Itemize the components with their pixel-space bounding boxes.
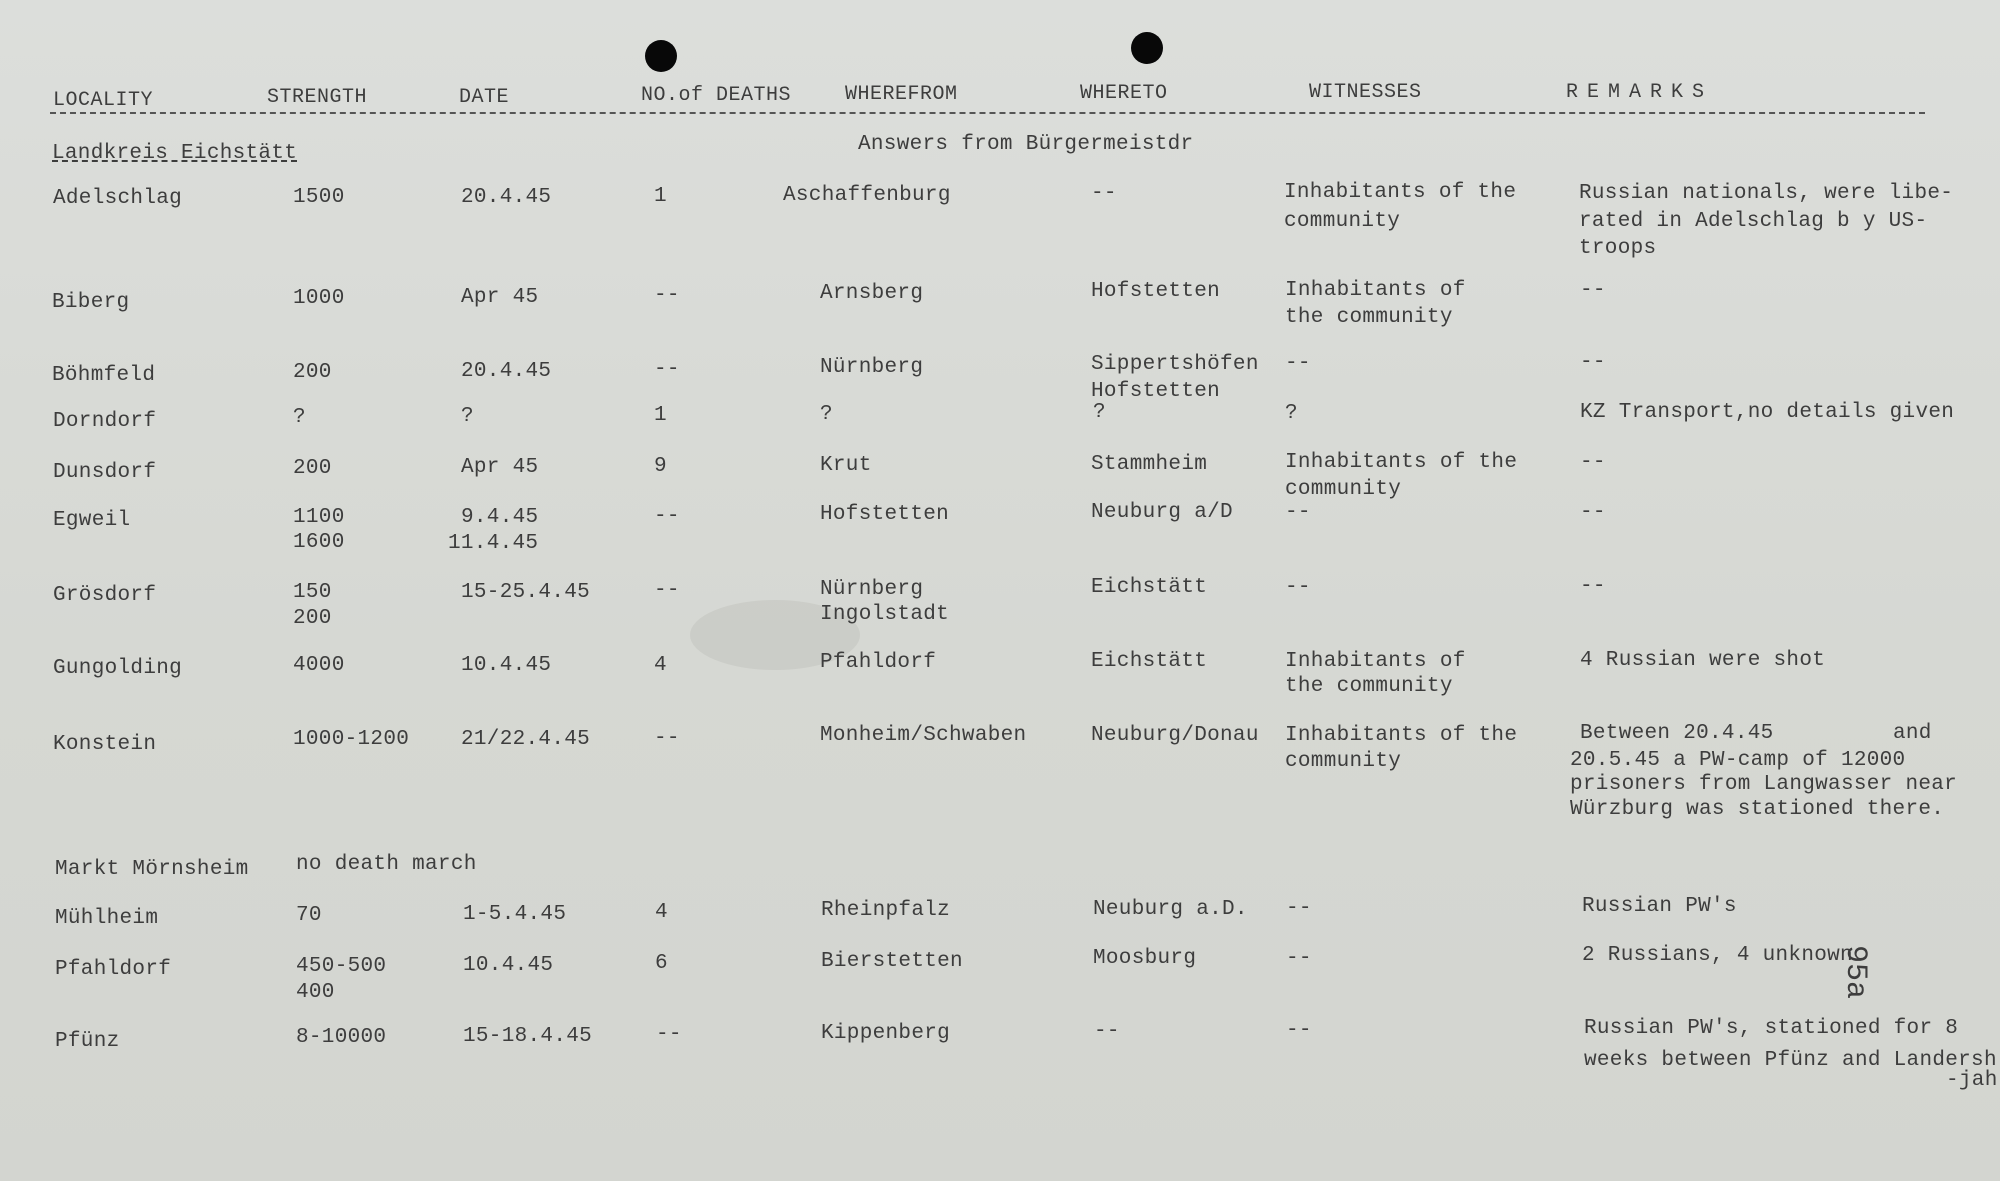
cell-deaths: 6 — [655, 952, 668, 975]
cell-remarks-line4: Würzburg was stationed there. — [1570, 798, 1945, 821]
cell-locality: Pfahldorf — [55, 958, 172, 981]
cell-date-line2: 11.4.45 — [448, 532, 539, 555]
cell-date: 10.4.45 — [463, 954, 554, 977]
col-header-strength: STRENGTH — [267, 86, 368, 109]
cell-date: 20.4.45 — [461, 360, 552, 383]
cell-locality: Egweil — [53, 509, 131, 532]
cell-wherefrom: Nürnberg — [820, 356, 924, 379]
cell-strength: 150 — [293, 581, 332, 604]
cell-date: 10.4.45 — [461, 654, 552, 677]
cell-whereto: Stammheim — [1091, 453, 1208, 476]
cell-remarks-line2: rated in Adelschlag b y US- — [1579, 210, 1928, 233]
cell-wherefrom: Krut — [820, 454, 872, 477]
page-number-stamp: 95a — [1838, 945, 1872, 1000]
cell-witnesses: Inhabitants of the — [1285, 724, 1518, 747]
cell-strength: ? — [293, 406, 306, 429]
cell-date: 1-5.4.45 — [463, 903, 567, 926]
cell-witnesses: -- — [1285, 501, 1311, 524]
cell-remarks-and: and — [1893, 722, 1932, 745]
cell-remarks-line3: troops — [1579, 237, 1657, 260]
cell-remarks-line2: 20.5.45 a PW-camp of 12000 — [1570, 749, 1906, 772]
cell-whereto: Moosburg — [1093, 947, 1197, 970]
cell-remarks: -- — [1580, 575, 1606, 598]
cell-witnesses: Inhabitants of — [1285, 650, 1466, 673]
col-header-witnesses: WITNESSES — [1309, 81, 1422, 104]
cell-strength: 450-500 — [296, 955, 387, 978]
cell-date: Apr 45 — [461, 456, 539, 479]
cell-whereto: ? — [1093, 401, 1106, 424]
cell-wherefrom: Monheim/Schwaben — [820, 724, 1027, 747]
cell-deaths: 1 — [654, 404, 667, 427]
cell-locality: Adelschlag — [53, 187, 183, 210]
cell-remarks: 2 Russians, 4 unknown — [1582, 944, 1853, 967]
cell-witnesses: ? — [1285, 402, 1298, 425]
cell-deaths: -- — [654, 358, 680, 381]
cell-locality: Dunsdorf — [53, 461, 157, 484]
cell-whereto: Sippertshöfen — [1091, 353, 1259, 376]
punch-hole-left — [645, 40, 677, 72]
cell-deaths: -- — [654, 284, 680, 307]
cell-remarks: 4 Russian were shot — [1580, 649, 1826, 672]
cell-wherefrom: ? — [820, 403, 833, 426]
col-header-date: DATE — [459, 86, 510, 109]
cell-strength: 1100 — [293, 506, 345, 529]
cell-whereto: Eichstätt — [1091, 650, 1208, 673]
cell-strength: 70 — [296, 904, 322, 927]
cell-witnesses: -- — [1286, 947, 1312, 970]
cell-whereto: -- — [1094, 1020, 1120, 1043]
cell-remarks: Russian PW's — [1582, 895, 1737, 918]
cell-locality: Biberg — [52, 291, 130, 314]
cell-deaths: 9 — [654, 455, 667, 478]
cell-deaths: -- — [654, 579, 680, 602]
cell-date: 15-18.4.45 — [463, 1025, 593, 1048]
cell-witnesses: -- — [1285, 576, 1311, 599]
cell-whereto: Neuburg a/D — [1091, 501, 1233, 524]
cell-deaths: 4 — [654, 654, 667, 677]
cell-witnesses: Inhabitants of the — [1284, 181, 1517, 204]
cell-strength: no death march — [296, 853, 477, 876]
cell-remarks: -- — [1580, 279, 1606, 302]
cell-locality: Markt Mörnsheim — [55, 858, 249, 881]
cell-locality: Pfünz — [55, 1030, 120, 1053]
cell-witnesses: Inhabitants of the — [1285, 451, 1518, 474]
cell-remarks-line3: -jah — [1946, 1069, 1998, 1092]
cell-whereto: Neuburg/Donau — [1091, 724, 1259, 747]
cell-whereto: Eichstätt — [1091, 576, 1208, 599]
cell-whereto-line2: Hofstetten — [1091, 380, 1221, 403]
cell-strength: 8-10000 — [296, 1026, 387, 1049]
col-header-deaths: NO.of DEATHS — [641, 84, 792, 107]
cell-strength: 4000 — [293, 654, 345, 677]
cell-deaths: -- — [656, 1023, 682, 1046]
col-header-locality: LOCALITY — [53, 89, 154, 112]
cell-remarks: -- — [1580, 501, 1606, 524]
cell-locality: Grösdorf — [53, 584, 157, 607]
cell-witnesses-line2: community — [1284, 210, 1401, 233]
cell-witnesses: -- — [1286, 897, 1312, 920]
cell-strength: 1000-1200 — [293, 728, 410, 751]
cell-date: 21/22.4.45 — [461, 728, 591, 751]
cell-strength: 200 — [293, 361, 332, 384]
col-header-remarks: REMARKS — [1566, 81, 1714, 104]
cell-locality: Dorndorf — [53, 410, 157, 433]
cell-witnesses: Inhabitants of — [1285, 279, 1466, 302]
cell-wherefrom: Nürnberg — [820, 578, 924, 601]
cell-remarks-line3: prisoners from Langwasser near — [1570, 773, 1958, 796]
cell-date: ? — [461, 405, 474, 428]
cell-wherefrom-line2: Ingolstadt — [820, 603, 950, 626]
cell-strength-line2: 200 — [293, 607, 332, 630]
cell-whereto: -- — [1091, 182, 1117, 205]
cell-date: 20.4.45 — [461, 186, 552, 209]
header-rule — [50, 112, 1925, 114]
cell-locality: Böhmfeld — [52, 364, 156, 387]
cell-deaths: -- — [654, 505, 680, 528]
cell-date: 15-25.4.45 — [461, 581, 591, 604]
cell-witnesses: -- — [1285, 352, 1311, 375]
cell-wherefrom: Pfahldorf — [820, 651, 937, 674]
cell-wherefrom: Aschaffenburg — [783, 184, 951, 207]
cell-strength: 1000 — [293, 287, 345, 310]
cell-witnesses-line2: the community — [1285, 675, 1453, 698]
cell-strength: 200 — [293, 457, 332, 480]
cell-locality: Konstein — [53, 733, 157, 756]
cell-remarks: -- — [1580, 351, 1606, 374]
cell-wherefrom: Hofstetten — [820, 503, 950, 526]
cell-remarks: Between 20.4.45 — [1580, 722, 1774, 745]
cell-date: Apr 45 — [461, 286, 539, 309]
punch-hole-right — [1131, 32, 1163, 64]
cell-deaths: -- — [654, 727, 680, 750]
cell-remarks: KZ Transport,no details given — [1580, 401, 1955, 424]
cell-strength: 1500 — [293, 186, 345, 209]
cell-whereto: Neuburg a.D. — [1093, 898, 1248, 921]
cell-deaths: 1 — [654, 185, 667, 208]
cell-wherefrom: Arnsberg — [820, 282, 924, 305]
cell-remarks: Russian nationals, were libe- — [1579, 182, 1954, 205]
district-title: Landkreis Eichstätt — [52, 142, 298, 165]
col-header-whereto: WHERETO — [1080, 82, 1168, 105]
cell-deaths: 4 — [655, 901, 668, 924]
cell-remarks: -- — [1580, 451, 1606, 474]
cell-remarks: Russian PW's, stationed for 8 — [1584, 1017, 1959, 1040]
col-header-wherefrom: WHEREFROM — [845, 83, 958, 106]
cell-locality: Gungolding — [53, 657, 183, 680]
cell-whereto: Hofstetten — [1091, 280, 1221, 303]
cell-witnesses-line2: community — [1285, 478, 1402, 501]
cell-date: 9.4.45 — [461, 506, 539, 529]
cell-wherefrom: Bierstetten — [821, 950, 963, 973]
cell-witnesses-line2: community — [1285, 750, 1402, 773]
cell-witnesses: -- — [1286, 1019, 1312, 1042]
cell-strength-line2: 1600 — [293, 531, 345, 554]
cell-locality: Mühlheim — [55, 907, 159, 930]
cell-wherefrom: Rheinpfalz — [821, 899, 951, 922]
cell-remarks-line2: weeks between Pfünz and Landersh — [1584, 1049, 1997, 1072]
cell-witnesses-line2: the community — [1285, 306, 1453, 329]
cell-wherefrom: Kippenberg — [821, 1022, 951, 1045]
cell-strength-line2: 400 — [296, 981, 335, 1004]
source-note: Answers from Bürgermeistdr — [858, 133, 1194, 156]
